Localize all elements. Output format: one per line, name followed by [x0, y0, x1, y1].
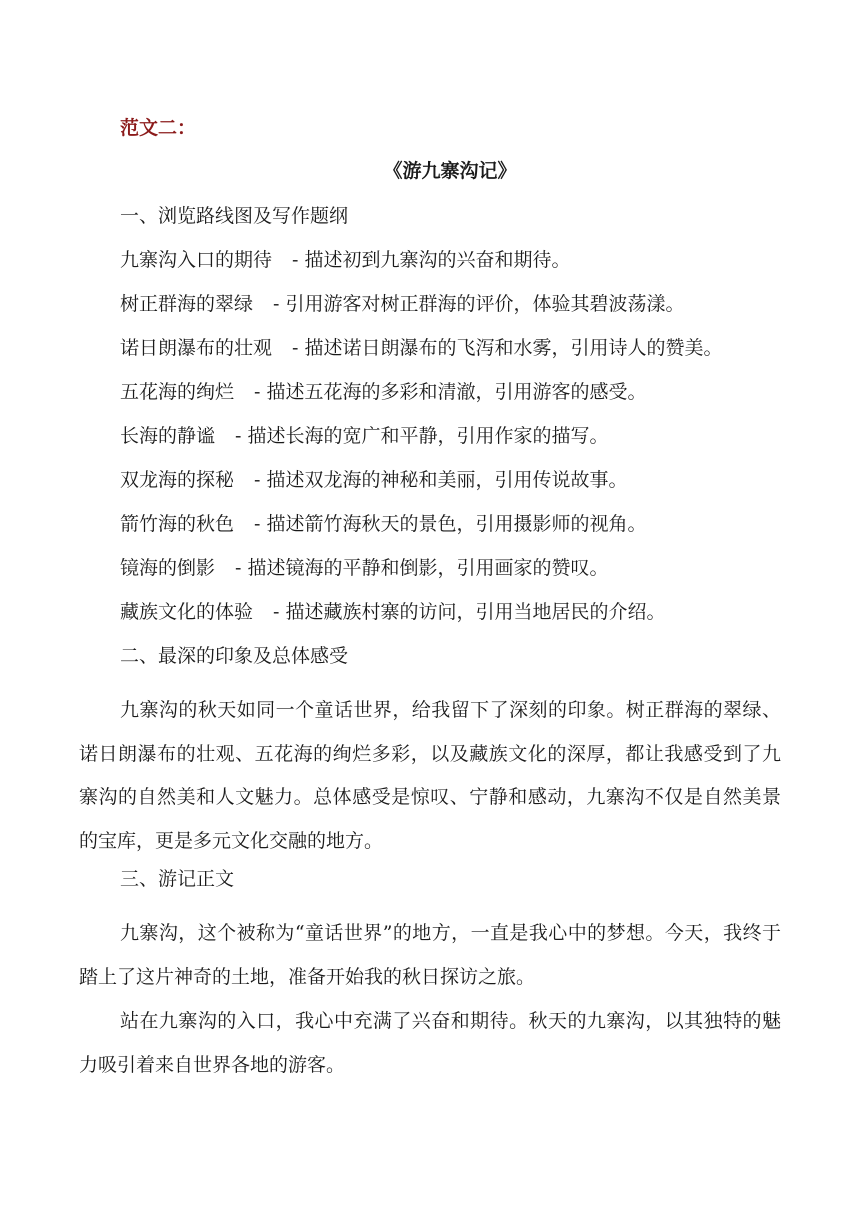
outline-desc: - 引用游客对树正群海的评价，体验其碧波荡漾。 — [273, 293, 685, 315]
outline-topic: 树正群海的翠绿 — [120, 293, 254, 315]
outline-topic: 五花海的绚烂 — [120, 381, 235, 403]
outline-item — [120, 596, 665, 628]
outline-desc: - 描述初到九寨沟的兴奋和期待。 — [292, 249, 571, 271]
part2-heading: 二、最深的印象及总体感受 — [120, 645, 349, 667]
outline-item — [120, 508, 646, 540]
outline-item — [120, 244, 570, 276]
outline-desc: - 描述长海的宽广和平静，引用作家的描写。 — [235, 425, 609, 447]
outline-desc: - 描述镜海的平静和倒影，引用画家的赞叹。 — [235, 557, 609, 579]
outline-desc: - 描述五花海的多彩和清澈，引用游客的感受。 — [254, 381, 647, 403]
outline-topic: 箭竹海的秋色 — [120, 513, 235, 535]
outline-desc: - 描述诺日朗瀑布的飞泻和水雾，引用诗人的赞美。 — [292, 337, 723, 359]
document-title: 《游九寨沟记》 — [383, 160, 517, 182]
outline-desc: - 描述箭竹海秋天的景色，引用摄影师的视角。 — [254, 513, 647, 535]
outline-topic: 长海的静谧 — [120, 425, 216, 447]
body-paragraph: 九寨沟，这个被称为“童话世界”的地方，一直是我心中的梦想。今天，我终于踏上了这片神奇的土地，准备开始我的秋日探访之旅。 — [79, 922, 781, 988]
outline-item — [120, 420, 608, 452]
part3-heading: 三、游记正文 — [120, 868, 235, 890]
outline-item — [120, 288, 684, 320]
outline-desc: - 描述藏族村寨的访问，引用当地居民的介绍。 — [273, 601, 666, 623]
part1-heading: 一、浏览路线图及写作题纲 — [120, 205, 349, 227]
outline-item — [120, 464, 627, 496]
outline-item — [120, 376, 646, 408]
outline-topic: 诺日朗瀑布的壮观 — [120, 337, 273, 359]
outline-topic: 双龙海的探秘 — [120, 469, 235, 491]
impression-paragraph: 九寨沟的秋天如同一个童话世界，给我留下了深刻的印象。树正群海的翠绿、诺日朗瀑布的壮观、五花海的绚烂多彩，以及藏族文化的深厚，都让我感受到了九寨沟的自然美和人文魅力。总体感受是惊叹、宁静和感动，九寨沟不仅是自然美景的宝库，更是多元文化交融的地方。 — [79, 699, 781, 852]
outline-topic: 镜海的倒影 — [120, 557, 216, 579]
outline-item — [120, 332, 722, 364]
section-label: 范文二： — [120, 117, 197, 139]
outline-topic: 藏族文化的体验 — [120, 601, 254, 623]
body-paragraph: 站在九寨沟的入口，我心中充满了兴奋和期待。秋天的九寨沟，以其独特的魅力吸引着来自世界各地的游客。 — [79, 1010, 781, 1076]
outline-item — [120, 552, 608, 584]
outline-topic: 九寨沟入口的期待 — [120, 249, 273, 271]
outline-desc: - 描述双龙海的神秘和美丽，引用传说故事。 — [254, 469, 628, 491]
